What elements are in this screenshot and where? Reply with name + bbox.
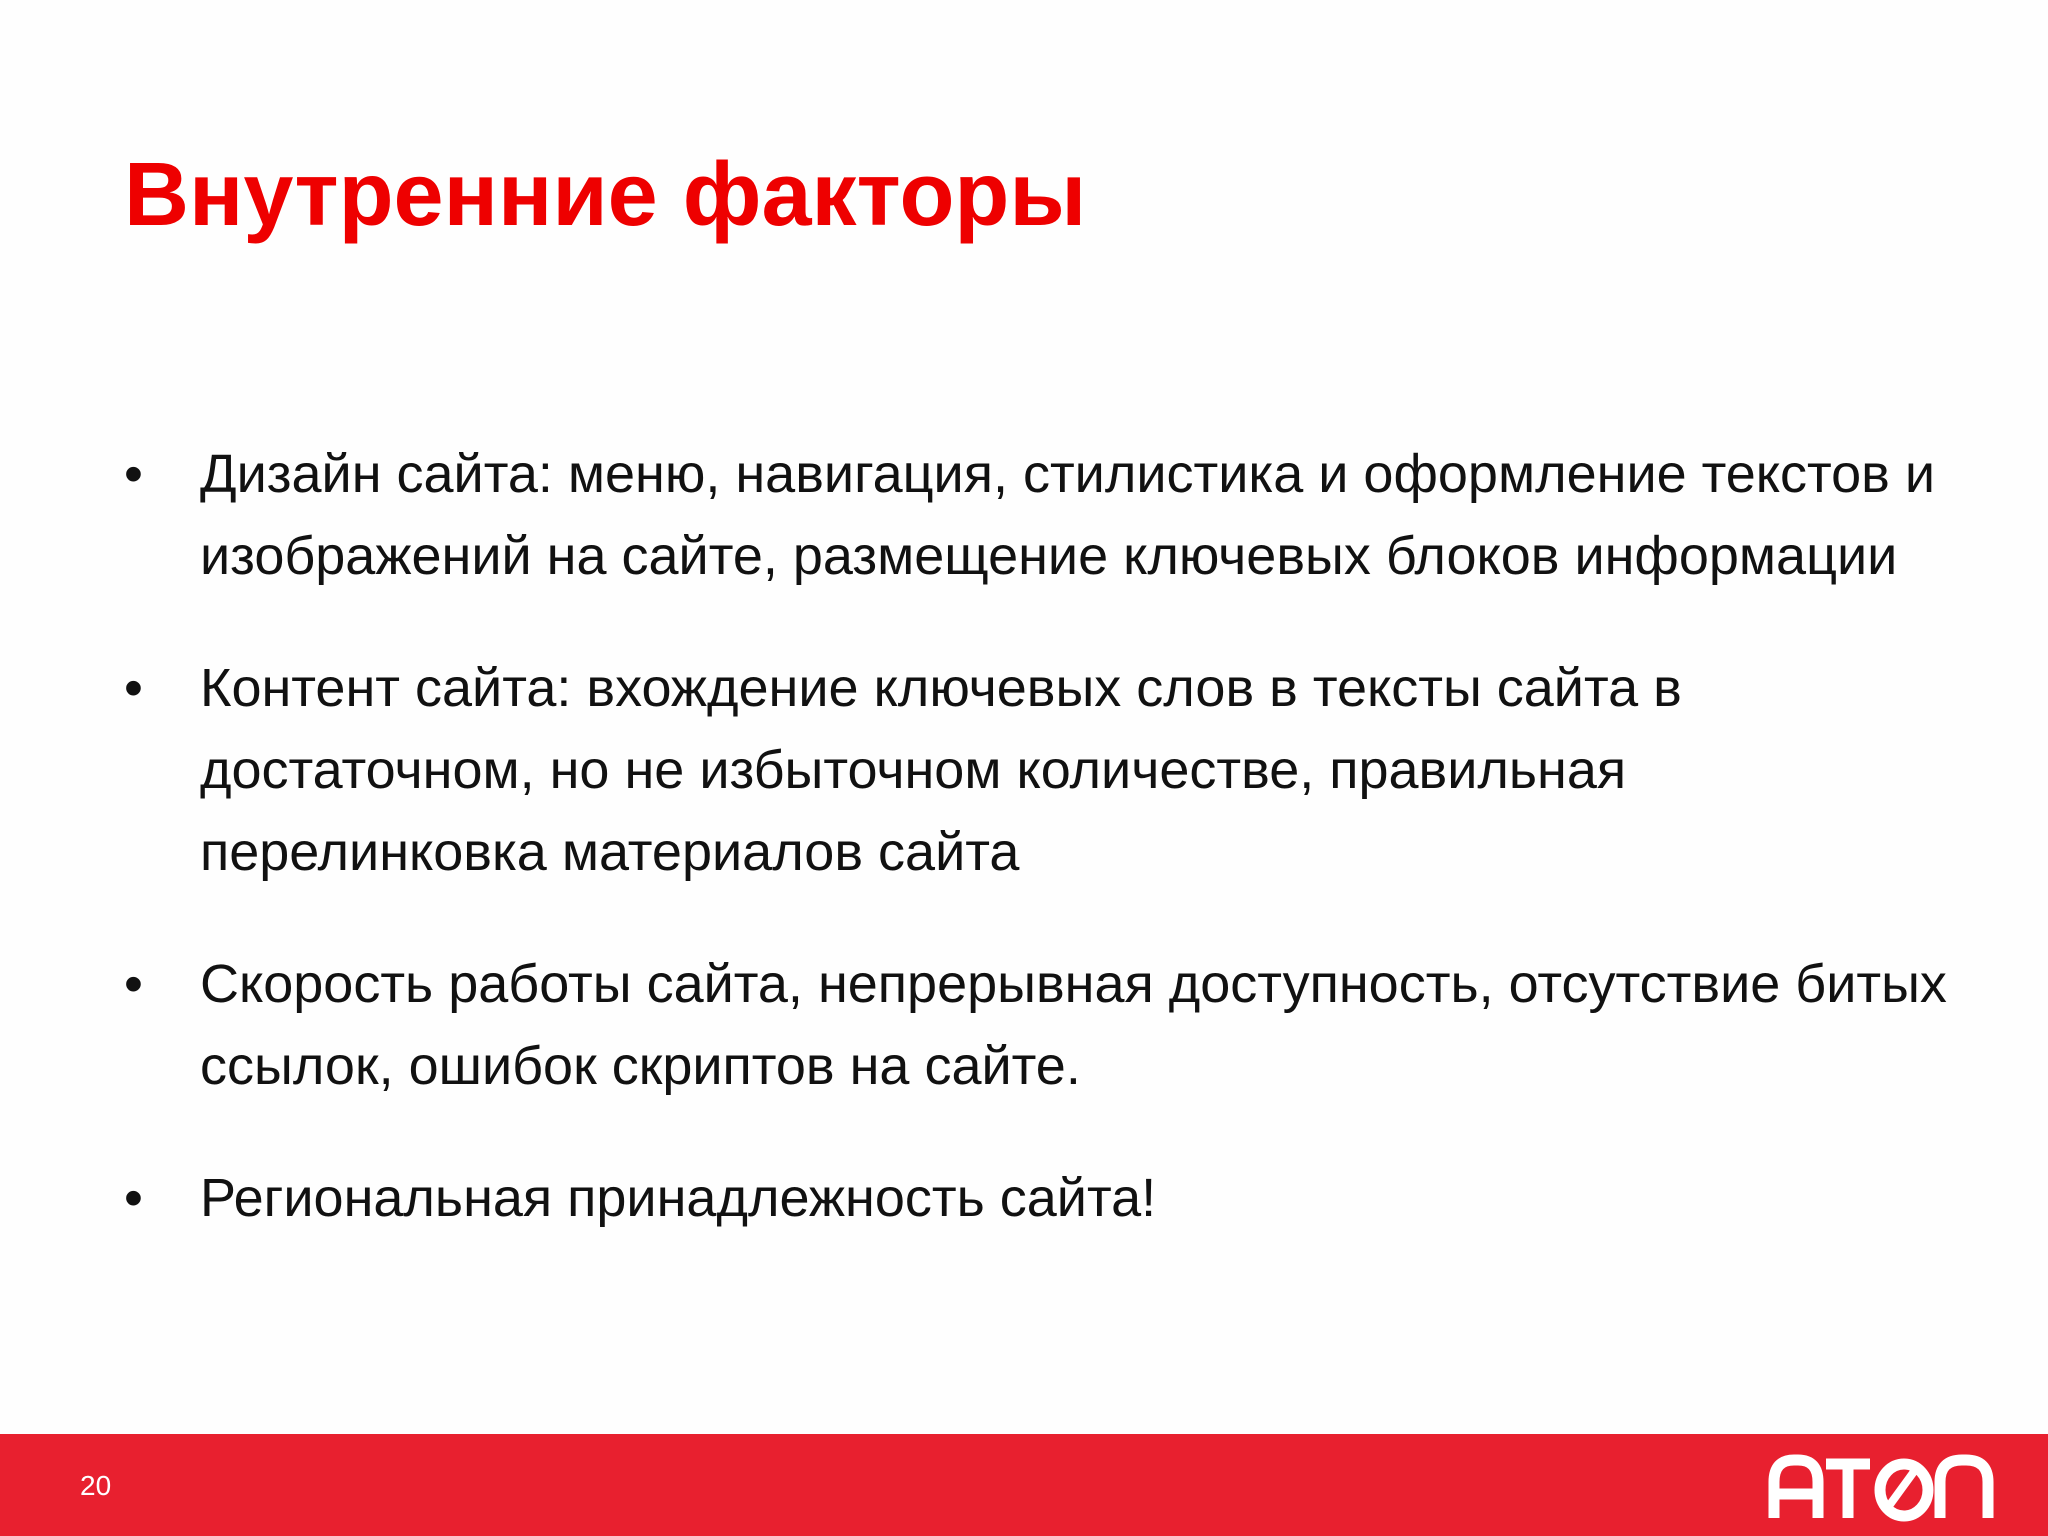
bullet-list [120, 433, 1960, 1239]
bullet-text: Скорость работы сайта, непрерывная доступность, отсутствие битых ссылок, ошибок скриптов на сайте. [200, 954, 1947, 1096]
bullet-item-content [120, 647, 1960, 893]
page-number: 20 [80, 1470, 112, 1501]
bullet-marker: • [124, 444, 143, 504]
bullet-marker: • [124, 1168, 143, 1228]
bullet-marker: • [124, 954, 143, 1014]
bullet-marker: • [124, 658, 143, 718]
bullet-item-design [120, 433, 1960, 597]
bullet-text: Дизайн сайта: меню, навигация, стилистика и оформление текстов и изображений на сайте, размещение ключевых блоков информации [200, 444, 1936, 586]
slide-title: Внутренние факторы [124, 145, 1087, 245]
bullet-item-speed [120, 943, 1960, 1107]
footer-bar [0, 1434, 2048, 1536]
bullet-item-region [120, 1157, 1960, 1239]
aton-logo [1768, 1452, 2000, 1522]
bullet-text: Контент сайта: вхождение ключевых слов в тексты сайта в достаточном, но не избыточном количестве, правильная перелинковка материалов сайта [200, 658, 1682, 882]
bullet-text: Региональная принадлежность сайта! [200, 1168, 1157, 1228]
